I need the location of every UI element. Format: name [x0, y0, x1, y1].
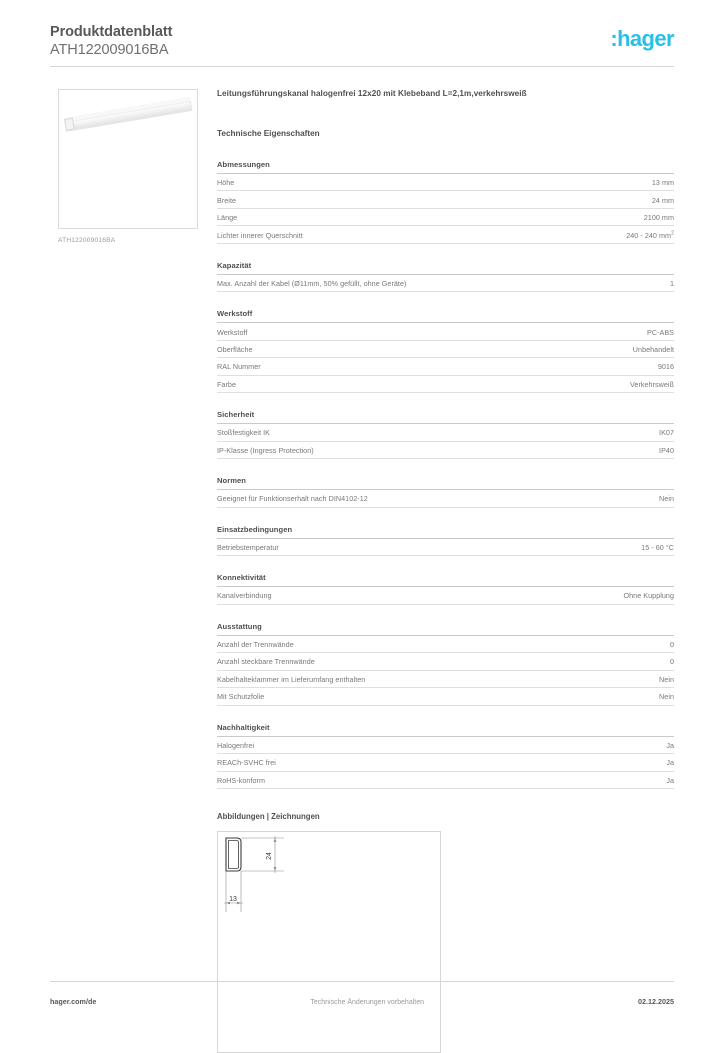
- spec-value: Nein: [659, 692, 674, 702]
- spec-row: [217, 737, 674, 754]
- spec-label: RAL Nummer: [217, 362, 261, 372]
- spec-row: [217, 226, 674, 243]
- spec-row: [217, 587, 674, 604]
- spec-label: Werkstoff: [217, 327, 248, 337]
- spec-value: Ja: [666, 758, 674, 768]
- spec-label: Stoßfestigkeit IK: [217, 428, 271, 438]
- spec-row: [217, 539, 674, 556]
- spec-value: IK07: [659, 428, 674, 438]
- spec-value: 0: [669, 657, 674, 667]
- product-figure: [58, 89, 200, 244]
- spec-value: 13 mm: [651, 178, 674, 188]
- spec-label: Kanalverbindung: [217, 591, 272, 601]
- spec-value: 24 mm: [651, 195, 674, 205]
- spec-row: [217, 191, 674, 208]
- spec-group: [217, 573, 674, 604]
- spec-row: [217, 671, 674, 688]
- spec-group: [217, 160, 674, 244]
- spec-value: Unbehandelt: [632, 345, 674, 354]
- spec-value: IP40: [659, 445, 674, 455]
- cross-section-drawing: [218, 832, 440, 1052]
- spec-row: [217, 358, 674, 375]
- page-header: [50, 24, 674, 59]
- product-description: Leitungsführungskanal halogenfrei 12x20 mit Klebeband L=2,1m,verkehrsweiß: [217, 89, 527, 98]
- footer-divider: [50, 981, 674, 982]
- footer-date: 02.12.2025: [638, 997, 674, 1006]
- spec-row: [217, 424, 674, 441]
- spec-label: Farbe: [217, 379, 236, 389]
- spec-group: [217, 723, 674, 789]
- spec-label: Oberfläche: [217, 345, 253, 354]
- header-titles: [50, 24, 172, 59]
- spec-value: 1: [669, 279, 674, 289]
- spec-label: Max. Anzahl der Kabel (Ø11mm, 50% gefüllt, ohne Geräte): [217, 279, 407, 289]
- spec-group-title: Werkstoff: [217, 309, 674, 323]
- spec-value: [614, 231, 674, 240]
- trunking-end-cap: [64, 118, 75, 131]
- spec-value: 15 - 60 °C: [641, 542, 674, 552]
- spec-group-title: Konnektivität: [217, 573, 674, 587]
- spec-group-title: Kapazität: [217, 261, 674, 275]
- footer-disclaimer: Technische Änderungen vorbehalten: [310, 999, 424, 1006]
- spec-group: [217, 410, 674, 459]
- spec-group-title: Einsatzbedingungen: [217, 525, 674, 539]
- spec-row: [217, 442, 674, 459]
- spec-value: Nein: [659, 674, 674, 684]
- spec-group: [217, 261, 674, 292]
- spec-row: [217, 688, 674, 705]
- spec-group-title: Abmessungen: [217, 160, 674, 174]
- page-footer: [50, 997, 674, 1006]
- spec-group-title: Ausstattung: [217, 622, 674, 636]
- main-content: [217, 89, 674, 1053]
- spec-row: [217, 490, 674, 507]
- spec-label: Anzahl der Trennwände: [217, 639, 294, 649]
- spec-label: IP-Klasse (Ingress Protection): [217, 445, 314, 455]
- spec-row: [217, 323, 674, 340]
- spec-value: 2100 mm: [643, 213, 674, 223]
- spec-label: Mit Schutzfolie: [217, 692, 265, 702]
- spec-label: Länge: [217, 213, 238, 223]
- footer-website[interactable]: hager.com/de: [50, 997, 97, 1006]
- spec-label: RoHS-konform: [217, 775, 266, 785]
- spec-value-text: 240 - 240 mm: [626, 230, 672, 240]
- spec-value: 0: [669, 639, 674, 649]
- cable-trunking-illustration: [64, 97, 193, 132]
- spec-value: Nein: [659, 494, 674, 504]
- spec-label: Betriebstemperatur: [217, 542, 279, 552]
- drawings-heading: Abbildungen | Zeichnungen: [217, 812, 320, 822]
- spec-row: [217, 376, 674, 393]
- spec-label: Breite: [217, 195, 237, 205]
- hager-logo: :hager: [610, 26, 674, 51]
- product-reference: ATH122009016BA: [50, 42, 169, 59]
- spec-row: [217, 772, 674, 789]
- spec-row: [217, 754, 674, 771]
- dimension-label-height: 13: [229, 896, 237, 904]
- product-image-caption: ATH122009016BA: [58, 237, 116, 244]
- spec-label: Halogenfrei: [217, 740, 255, 750]
- spec-value: PC-ABS: [646, 327, 674, 337]
- spec-row: [217, 174, 674, 191]
- spec-label: Lichter innerer Querschnitt: [217, 230, 303, 240]
- spec-label: Anzahl steckbare Trennwände: [217, 657, 315, 667]
- spec-group: [217, 476, 674, 507]
- spec-label: Geeignet für Funktionserhalt nach DIN4102-12: [217, 494, 368, 504]
- spec-value: 9016: [657, 362, 674, 372]
- dimension-label-width: 24: [266, 852, 273, 861]
- spec-group-title: Nachhaltigkeit: [217, 723, 674, 737]
- spec-value: Ja: [666, 740, 674, 750]
- page-title: Produktdatenblatt: [50, 24, 173, 40]
- spec-row: [217, 209, 674, 226]
- spec-row: [217, 636, 674, 653]
- technical-drawing-box: [217, 831, 441, 1053]
- spec-group-title: Sicherheit: [217, 410, 674, 424]
- header-divider: [50, 66, 674, 67]
- spec-value: Ohne Kupplung: [623, 591, 674, 601]
- spec-label: Höhe: [217, 178, 235, 188]
- spec-row: [217, 653, 674, 670]
- spec-value: Verkehrsweiß: [629, 379, 674, 389]
- spec-value-superscript: 2: [671, 230, 674, 237]
- spec-label: REACh-SVHC frei: [217, 758, 276, 768]
- product-image: [58, 89, 198, 229]
- spec-group: [217, 309, 674, 393]
- spec-label: Kabelhalteklammer im Lieferumfang enthalten: [217, 674, 366, 684]
- technical-properties-heading: Technische Eigenschaften: [217, 129, 320, 138]
- spec-group-title: Normen: [217, 476, 674, 490]
- spec-group: [217, 525, 674, 556]
- specification-groups: [217, 160, 674, 789]
- spec-row: [217, 275, 674, 292]
- spec-value: Ja: [666, 775, 674, 785]
- spec-group: [217, 622, 674, 706]
- spec-row: [217, 341, 674, 358]
